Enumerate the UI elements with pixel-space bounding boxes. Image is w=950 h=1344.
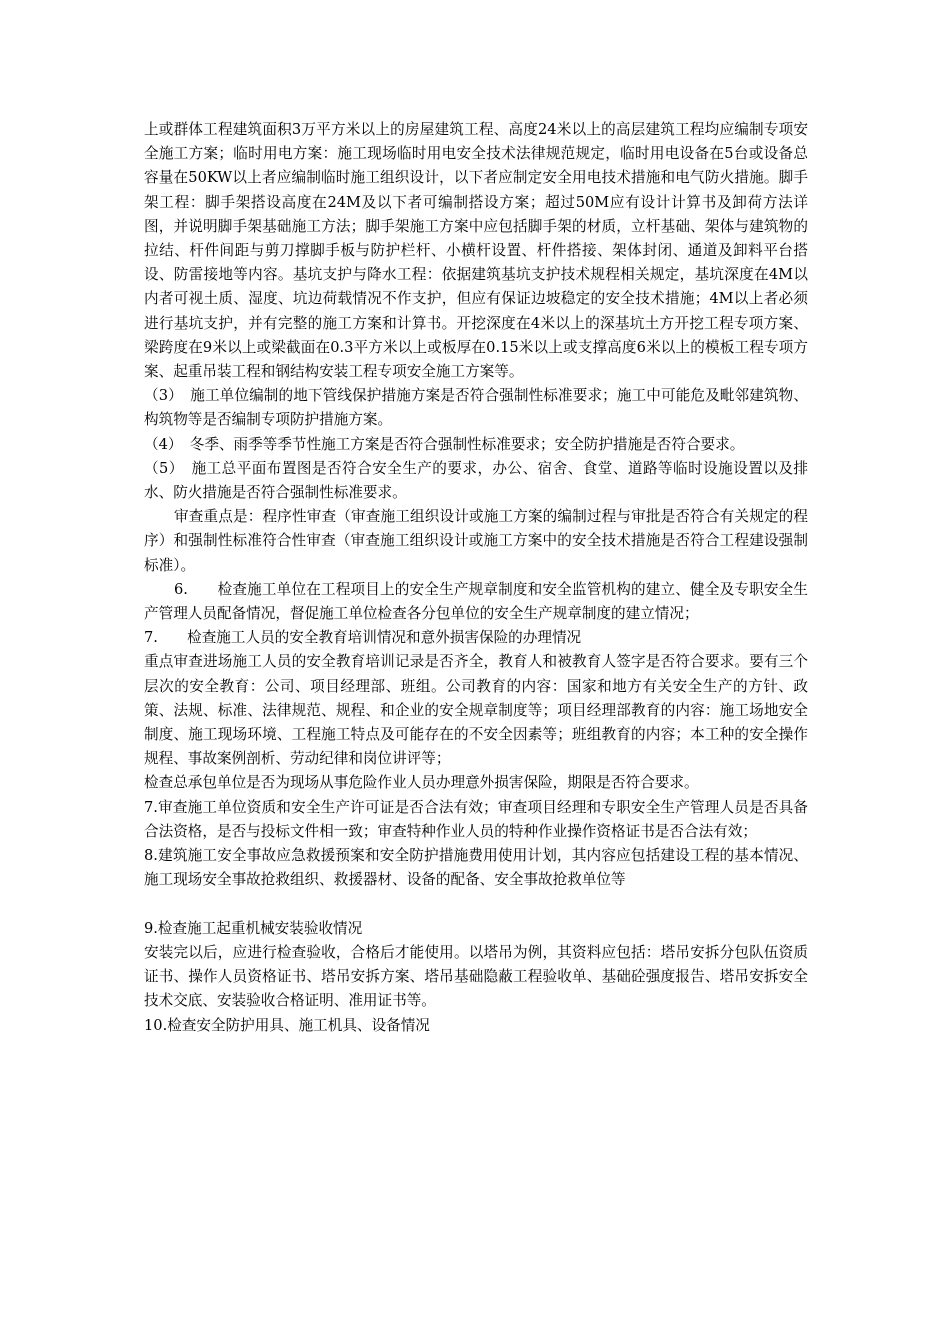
paragraph-safety-education: 重点审查进场施工人员的安全教育培训记录是否齐全，教育人和被教育人签字是否符合要求。要有三个层次的安全教育：公司、项目经理部、班组。公司教育的内容：国家和地方有关安全生产的方针、政策、法规、标准、法律规范、规程、和企业的安全规章制度等；项目经理部教育的内容：施工场地安全制度、施工现场环境、工程施工特点及可能存在的不安全因素等；班组教育的内容；本工种的安全操作规程、事故案例剖析、劳动纪律和岗位讲评等； bbox=[144, 653, 808, 768]
paragraph-crane-acceptance: 安装完以后，应进行检查验收，合格后才能使用。以塔吊为例，其资料应包括：塔吊安拆分包队伍资质证书、操作人员资格证书、塔吊安拆方案、塔吊基础隐蔽工程验收单、基础砼强度报告、塔吊安拆安全技术交底、安装验收合格证明、准用证书等。 bbox=[144, 943, 808, 1010]
paragraph-section-10-heading: 10.检查安全防护用具、施工机具、设备情况 bbox=[144, 1016, 430, 1034]
paragraph-insurance: 检查总承包单位是否为现场从事危险作业人员办理意外损害保险，期限是否符合要求。 bbox=[144, 774, 699, 792]
paragraph-item-5: （5） 施工总平面布置图是否符合安全生产的要求，办公、宿舍、食堂、道路等临时设施设置以及排水、防火措施是否符合强制性标准要求。 bbox=[144, 459, 808, 502]
paragraph-item-4: （4） 冬季、雨季等季节性施工方案是否符合强制性标准要求；安全防护措施是否符合要求。 bbox=[144, 435, 745, 453]
paragraph-special-plans: 上或群体工程建筑面积3万平方米以上的房屋建筑工程、高度24米以上的高层建筑工程均应编制专项安全施工方案；临时用电方案：施工现场临时用电安全技术法律规范规定，临时用电设备在5台或设备总容量在50KW以上者应编制临时施工组织设计，以下者应制定安全用电技术措施和电气防火措施。脚手架工程：脚手架搭设高度在24M及以下者可编制搭设方案；超过50M应有设计计算书及卸荷方法详图，并说明脚手架基础施工方法；脚手架施工方案中应包括脚手架的材质，立杆基础、架体与建筑物的拉结、杆件间距与剪刀撑脚手板与防护栏杆、小横杆设置、杆件搭接、架体封闭、通道及卸料平台搭设、防雷接地等内容。基坑支护与降水工程：依据建筑基坑支护技术规程相关规定，基坑深度在4M以内者可视土质、湿度、坑边荷载情况不作支护，但应有保证边坡稳定的安全技术措施；4M以上者必须进行基坑支护，并有完整的施工方案和计算书。开挖深度在4米以上的深基坑土方开挖工程专项方案、梁跨度在9米以上或梁截面在0.3平方米以上或板厚在0.15米以上或支撑高度6米以上的模板工程专项方案、起重吊装工程和钢结构安装工程专项安全施工方案等。 bbox=[144, 121, 808, 381]
paragraph-section-6: 6. 检查施工单位在工程项目上的安全生产规章制度和安全监管机构的建立、健全及专职安全生产管理人员配备情况，督促施工单位检查各分包单位的安全生产规章制度的建立情况； bbox=[144, 580, 808, 623]
document-page bbox=[144, 118, 808, 1038]
blank-line bbox=[144, 893, 808, 917]
paragraph-item-3: （3） 施工单位编制的地下管线保护措施方案是否符合强制性标准要求；施工中可能危及毗邻建筑物、构筑物等是否编制专项防护措施方案。 bbox=[144, 387, 808, 429]
paragraph-section-8: 8.建筑施工安全事故应急救援预案和安全防护措施费用使用计划，其内容应包括建设工程的基本情况、施工现场安全事故抢救组织、救援器材、设备的配备、安全事故抢救单位等 bbox=[144, 847, 808, 889]
paragraph-section-7-heading: 7. 检查施工人员的安全教育培训情况和意外损害保险的办理情况 bbox=[144, 629, 582, 647]
paragraph-section-7-qualification: 7.审查施工单位资质和安全生产许可证是否合法有效；审查项目经理和专职安全生产管理人员是否具备合法资格，是否与投标文件相一致；审查特种作业人员的特种作业操作资格证书是否合法有效； bbox=[144, 798, 808, 840]
paragraph-review-focus: 审查重点是：程序性审查（审查施工组织设计或施工方案的编制过程与审批是否符合有关规定的程序）和强制性标准符合性审查（审查施工组织设计或施工方案中的安全技术措施是否符合工程建设强制标准）。 bbox=[144, 508, 808, 574]
paragraph-section-9-heading: 9.检查施工起重机械安装验收情况 bbox=[144, 919, 363, 937]
